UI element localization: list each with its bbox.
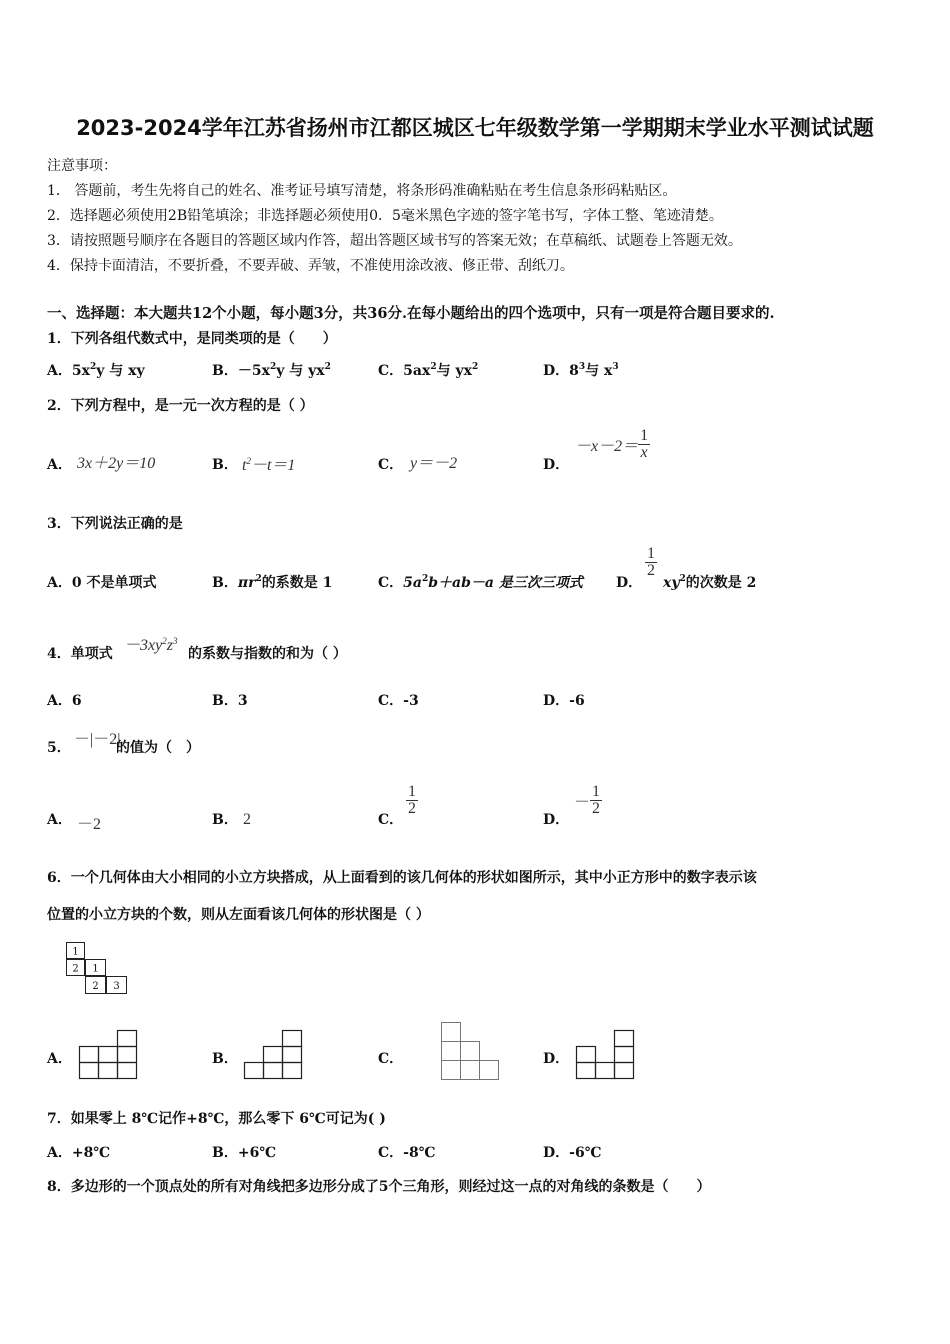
q4-stem: 4．单项式 — [47, 646, 113, 662]
q6-stem-line1: 6．一个几何体由大小相同的小立方块搭成，从上面看到的该几何体的形状如图所示，其中小正方形中的数字表示该 — [47, 870, 757, 886]
q5-stem-tail: 的值为（ ） — [116, 740, 200, 756]
top-view-number: 2 — [72, 963, 79, 975]
q4-option-b: B．3 — [212, 693, 248, 709]
q7-option-d: D．-6℃ — [543, 1145, 602, 1161]
q3-option-c: C．$5a^2b+ab-a$ 是三次三项式 — [378, 574, 583, 591]
q5-option-b: B． — [212, 812, 238, 828]
q4-stem-tail: 的系数与指数的和为（ ） — [188, 646, 347, 662]
q5-number: 5． — [47, 740, 71, 756]
q2-option-d: D． — [543, 457, 570, 473]
q5-option-b-value: 2 — [243, 811, 251, 828]
q6-option-b-figure — [244, 1029, 304, 1081]
q3-option-d-text: $xy^2$的次数是 2 — [663, 574, 757, 591]
q1-option-c: C．$5ax^2$与 $yx^2$ — [378, 362, 479, 379]
top-view-number: 2 — [92, 981, 99, 992]
q5-option-c: C． — [378, 812, 404, 828]
q1-option-d: D．$8^3$与 $x^3$ — [543, 362, 619, 379]
q6-option-c-figure — [441, 1022, 501, 1080]
q2-option-a: A． — [47, 457, 72, 473]
q4-option-a: A．6 — [47, 693, 82, 709]
q3-option-b: B．$\pi r^2$的系数是 1 — [212, 574, 333, 591]
q1-option-b: B．$-5x^2y$ 与 $yx^2$ — [212, 362, 331, 379]
q8-stem: 8．多边形的一个顶点处的所有对角线把多边形分成了5个三角形，则经过这一点的对角线的条数是（ ） — [47, 1179, 711, 1195]
notice-item-4: 4．保持卡面清洁，不要折叠，不要弄破、弄皱，不准使用涂改液、修正带、刮纸刀。 — [47, 258, 574, 274]
q6-stem-line2: 位置的小立方块的个数，则从左面看该几何体的形状图是（ ） — [47, 907, 430, 923]
q5-option-a-value: －2 — [77, 816, 102, 833]
q7-option-a: A．+8℃ — [47, 1145, 111, 1161]
q6-option-a: A． — [47, 1051, 72, 1067]
notice-item-3: 3．请按照题号顺序在各题目的答题区域内作答，超出答题区域书写的答案无效；在草稿纸、试题卷上答题无效。 — [47, 233, 742, 249]
top-view-number: 1 — [72, 946, 79, 958]
q7-option-b: B．+6℃ — [212, 1145, 277, 1161]
q6-option-a-figure — [79, 1029, 139, 1081]
q2-option-b: B． — [212, 457, 238, 473]
q2-option-a-expr: 3x＋2y＝10 — [77, 455, 156, 472]
q4-expr: $-3xy^2z^3$ — [124, 636, 178, 654]
q3-stem: 3．下列说法正确的是 — [47, 516, 183, 532]
q6-option-c: C． — [378, 1051, 404, 1067]
q2-option-d-expr: －x－2＝ $\frac{1}{x}$ — [575, 427, 649, 461]
page-title: 2023-2024学年江苏省扬州市江都区城区七年级数学第一学期期末学业水平测试试题 — [76, 116, 874, 140]
notice-item-2: 2．选择题必须使用2B铅笔填涂；非选择题必须使用0．5毫米黑色字迹的签字笔书写，字体工整、笔迹清楚。 — [47, 208, 723, 224]
q5-option-d: D． — [543, 812, 570, 828]
q3-option-d: D． — [616, 575, 643, 591]
q6-option-d: D． — [543, 1051, 570, 1067]
q5-expr: －|－2| — [74, 731, 121, 748]
q1-option-a: A．$5x^2y$ 与 xy — [47, 362, 145, 379]
q6-top-view-figure — [66, 942, 130, 996]
q5-option-a: A． — [47, 812, 72, 828]
q6-option-b: B． — [212, 1051, 238, 1067]
q7-option-c: C．-8℃ — [378, 1145, 436, 1161]
q2-option-b-expr: $t^2-t=1$ — [242, 456, 296, 474]
section-heading: 一、选择题：本大题共12个小题，每小题3分，共36分.在每小题给出的四个选项中，只有一项是符合题目要求的. — [47, 305, 775, 322]
q4-option-c: C．-3 — [378, 693, 419, 709]
q2-option-c: C． — [378, 457, 404, 473]
q7-stem: 7．如果零上 8℃记作+8℃，那么零下 6℃可记为( ) — [47, 1111, 386, 1127]
q3-option-a: A．0 不是单项式 — [47, 575, 157, 591]
q1-stem: 1．下列各组代数式中，是同类项的是（ ） — [47, 331, 337, 347]
notice-item-1: 1． 答题前，考生先将自己的姓名、准考证号填写清楚，将条形码准确粘贴在考生信息条形码粘贴区。 — [47, 183, 677, 199]
q5-option-d-frac: － $\frac{1}{2}$ — [574, 783, 601, 817]
q2-option-c-expr: y＝－2 — [410, 455, 458, 472]
top-view-number: 3 — [113, 981, 120, 992]
q3-option-d-frac: $\frac{1}{2}$ — [647, 545, 655, 579]
notice-heading: 注意事项： — [47, 158, 117, 174]
q4-option-d: D．-6 — [543, 693, 585, 709]
q5-option-c-frac: $\frac{1}{2}$ — [408, 783, 416, 817]
top-view-number: 1 — [92, 963, 99, 975]
q2-stem: 2．下列方程中，是一元一次方程的是（ ） — [47, 398, 314, 414]
q6-option-d-figure — [576, 1029, 636, 1081]
